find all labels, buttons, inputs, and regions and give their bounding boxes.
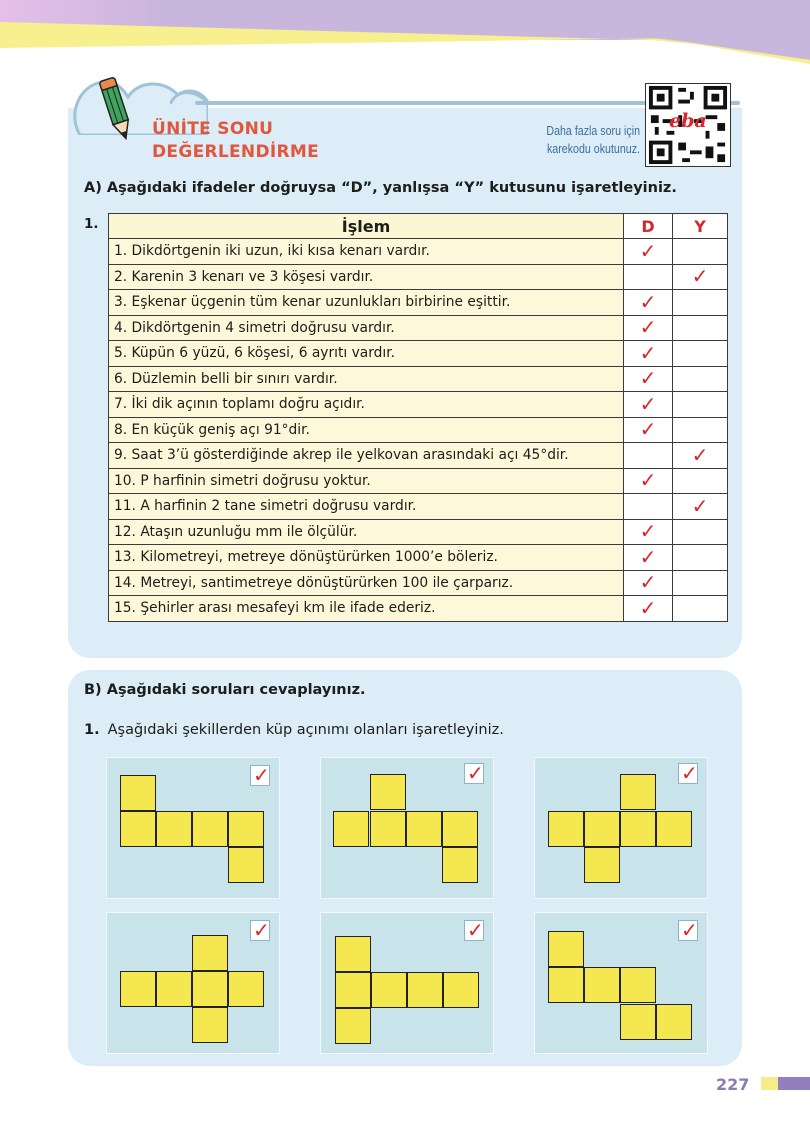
statement-cell: 5. Küpün 6 yüzü, 6 köşesi, 6 ayrıtı vardır. <box>109 341 624 367</box>
answer-box-y[interactable] <box>673 392 728 418</box>
answer-box-d[interactable] <box>624 468 673 494</box>
check-mark-icon: ✓ <box>681 918 698 942</box>
answer-box-y[interactable] <box>673 494 728 520</box>
answer-box-y[interactable] <box>673 290 728 316</box>
answer-box-y[interactable] <box>673 341 728 367</box>
answer-box-d[interactable] <box>624 443 673 469</box>
table-row <box>109 417 728 443</box>
answer-box-d[interactable] <box>624 366 673 392</box>
net-square <box>407 972 443 1008</box>
question-text: Aşağıdaki şekillerden küp açınımı olanları işaretleyiniz. <box>107 722 504 738</box>
answer-box-d[interactable] <box>624 264 673 290</box>
net-square <box>548 811 584 847</box>
statement-cell: 12. Ataşın uzunluğu mm ile ölçülür. <box>109 519 624 545</box>
statement-cell: 3. Eşkenar üçgenin tüm kenar uzunlukları birbirine eşittir. <box>109 290 624 316</box>
answer-box-d[interactable] <box>624 417 673 443</box>
qr-hint-line-1: Daha fazla soru için <box>546 123 640 138</box>
net-square <box>192 935 228 971</box>
answer-box-y[interactable] <box>673 468 728 494</box>
check-mark-icon: ✓ <box>639 340 657 365</box>
table-row <box>109 392 728 418</box>
table-row <box>109 519 728 545</box>
net-square <box>370 774 406 810</box>
section-a-instruction: A) Aşağıdaki ifadeler doğruysa “D”, yanlışsa “Y” kutusunu işaretleyiniz. <box>84 180 677 196</box>
pencil-icon <box>96 72 136 144</box>
check-mark-icon: ✓ <box>691 442 709 467</box>
page-number: 227 <box>716 1075 750 1094</box>
net-square <box>156 971 192 1007</box>
statement-cell: 15. Şehirler arası mesafeyi km ile ifade ederiz. <box>109 596 624 622</box>
net-checkbox[interactable] <box>678 763 698 784</box>
table-row <box>109 290 728 316</box>
net-square <box>335 936 371 972</box>
net-square <box>120 775 156 811</box>
eba-logo: eba <box>669 110 707 132</box>
section-a-question-number: 1. <box>84 216 99 232</box>
table-row <box>109 596 728 622</box>
answer-box-y[interactable] <box>673 596 728 622</box>
net-square <box>335 972 371 1008</box>
net-square <box>584 811 620 847</box>
net-checkbox[interactable] <box>250 765 270 786</box>
check-mark-icon: ✓ <box>691 264 709 289</box>
check-mark-icon: ✓ <box>639 519 657 544</box>
check-mark-icon: ✓ <box>639 366 657 391</box>
true-false-table <box>108 213 728 622</box>
net-checkbox[interactable] <box>250 920 270 941</box>
net-square <box>620 967 656 1003</box>
net-square <box>333 811 369 847</box>
check-mark-icon: ✓ <box>253 918 270 942</box>
statement-cell: 9. Saat 3’ü gösterdiğinde akrep ile yelkovan arasındaki açı 45°dir. <box>109 443 624 469</box>
check-mark-icon: ✓ <box>639 417 657 442</box>
net-square <box>584 847 620 883</box>
answer-box-d[interactable] <box>624 290 673 316</box>
net-square <box>370 811 406 847</box>
net-square <box>442 847 478 883</box>
statement-cell: 14. Metreyi, santimetreye dönüştürürken 100 ile çarparız. <box>109 570 624 596</box>
statement-cell: 13. Kilometreyi, metreye dönüştürürken 1000’e böleriz. <box>109 545 624 571</box>
net-checkbox[interactable] <box>678 920 698 941</box>
statement-cell: 6. Düzlemin belli bir sınırı vardır. <box>109 366 624 392</box>
answer-box-d[interactable] <box>624 494 673 520</box>
check-mark-icon: ✓ <box>639 544 657 569</box>
table-row <box>109 494 728 520</box>
answer-box-y[interactable] <box>673 519 728 545</box>
net-square <box>228 847 264 883</box>
answer-box-d[interactable] <box>624 239 673 265</box>
statement-cell: 10. P harfinin simetri doğrusu yoktur. <box>109 468 624 494</box>
answer-box-y[interactable] <box>673 239 728 265</box>
answer-box-y[interactable] <box>673 315 728 341</box>
check-mark-icon: ✓ <box>639 595 657 620</box>
table-row <box>109 315 728 341</box>
net-square <box>656 811 692 847</box>
net-square <box>192 811 228 847</box>
question-number: 1. <box>84 722 100 738</box>
footer-accent-yellow <box>761 1077 778 1090</box>
net-square <box>228 971 264 1007</box>
answer-box-d[interactable] <box>624 341 673 367</box>
table-row <box>109 264 728 290</box>
check-mark-icon: ✓ <box>691 493 709 518</box>
net-square <box>192 971 228 1007</box>
net-checkbox[interactable] <box>464 920 484 941</box>
net-square <box>335 1008 371 1044</box>
table-row <box>109 239 728 265</box>
net-square <box>120 971 156 1007</box>
table-header-row <box>109 214 728 239</box>
statement-cell: 8. En küçük geniş açı 91°dir. <box>109 417 624 443</box>
net-square <box>620 1004 656 1040</box>
check-mark-icon: ✓ <box>467 918 484 942</box>
check-mark-icon: ✓ <box>639 570 657 595</box>
answer-box-d[interactable] <box>624 315 673 341</box>
answer-box-d[interactable] <box>624 519 673 545</box>
answer-box-d[interactable] <box>624 570 673 596</box>
title-line-1: ÜNİTE SONU <box>152 119 274 139</box>
qr-hint <box>525 122 640 158</box>
check-mark-icon: ✓ <box>639 238 657 263</box>
net-checkbox[interactable] <box>464 763 484 784</box>
answer-box-y[interactable] <box>673 545 728 571</box>
cloud-header-decoration-2 <box>170 80 210 110</box>
table-row <box>109 341 728 367</box>
statement-cell: 11. A harfinin 2 tane simetri doğrusu vardır. <box>109 494 624 520</box>
answer-box-y[interactable] <box>673 443 728 469</box>
table-row <box>109 468 728 494</box>
net-square <box>584 967 620 1003</box>
check-mark-icon: ✓ <box>639 391 657 416</box>
header-islem: İşlem <box>109 214 624 239</box>
net-square <box>228 811 264 847</box>
table-row <box>109 545 728 571</box>
net-square <box>406 811 442 847</box>
net-square <box>620 774 656 810</box>
net-square <box>548 931 584 967</box>
table-row <box>109 366 728 392</box>
answer-box-d[interactable] <box>624 392 673 418</box>
statement-cell: 1. Dikdörtgenin iki uzun, iki kısa kenarı vardır. <box>109 239 624 265</box>
table-row <box>109 570 728 596</box>
net-square <box>620 811 656 847</box>
answer-box-d[interactable] <box>624 545 673 571</box>
answer-box-d[interactable] <box>624 596 673 622</box>
title-line-2: DEĞERLENDİRME <box>152 142 320 162</box>
answer-box-y[interactable] <box>673 570 728 596</box>
check-mark-icon: ✓ <box>467 761 484 785</box>
banner-corner-decoration <box>640 36 810 66</box>
answer-box-y[interactable] <box>673 366 728 392</box>
check-mark-icon: ✓ <box>639 315 657 340</box>
section-b-question <box>84 722 504 738</box>
net-square <box>120 811 156 847</box>
header-y: Y <box>673 214 728 239</box>
check-mark-icon: ✓ <box>639 468 657 493</box>
net-square <box>656 1004 692 1040</box>
statement-cell: 7. İki dik açının toplamı doğru açıdır. <box>109 392 624 418</box>
statement-cell: 2. Karenin 3 kenarı ve 3 köşesi vardır. <box>109 264 624 290</box>
header-d: D <box>624 214 673 239</box>
net-square <box>442 811 478 847</box>
qr-hint-line-2: karekodu okutunuz. <box>546 141 640 156</box>
net-square <box>192 1007 228 1043</box>
table-row <box>109 443 728 469</box>
net-square <box>371 972 407 1008</box>
check-mark-icon: ✓ <box>681 761 698 785</box>
check-mark-icon: ✓ <box>639 289 657 314</box>
net-square <box>548 967 584 1003</box>
check-mark-icon: ✓ <box>253 763 270 787</box>
net-square <box>443 972 479 1008</box>
section-b-instruction: B) Aşağıdaki soruları cevaplayınız. <box>84 682 366 698</box>
net-square <box>156 811 192 847</box>
footer-accent-purple <box>778 1077 810 1090</box>
answer-box-y[interactable] <box>673 264 728 290</box>
unit-title <box>152 118 319 164</box>
statement-cell: 4. Dikdörtgenin 4 simetri doğrusu vardır. <box>109 315 624 341</box>
answer-box-y[interactable] <box>673 417 728 443</box>
